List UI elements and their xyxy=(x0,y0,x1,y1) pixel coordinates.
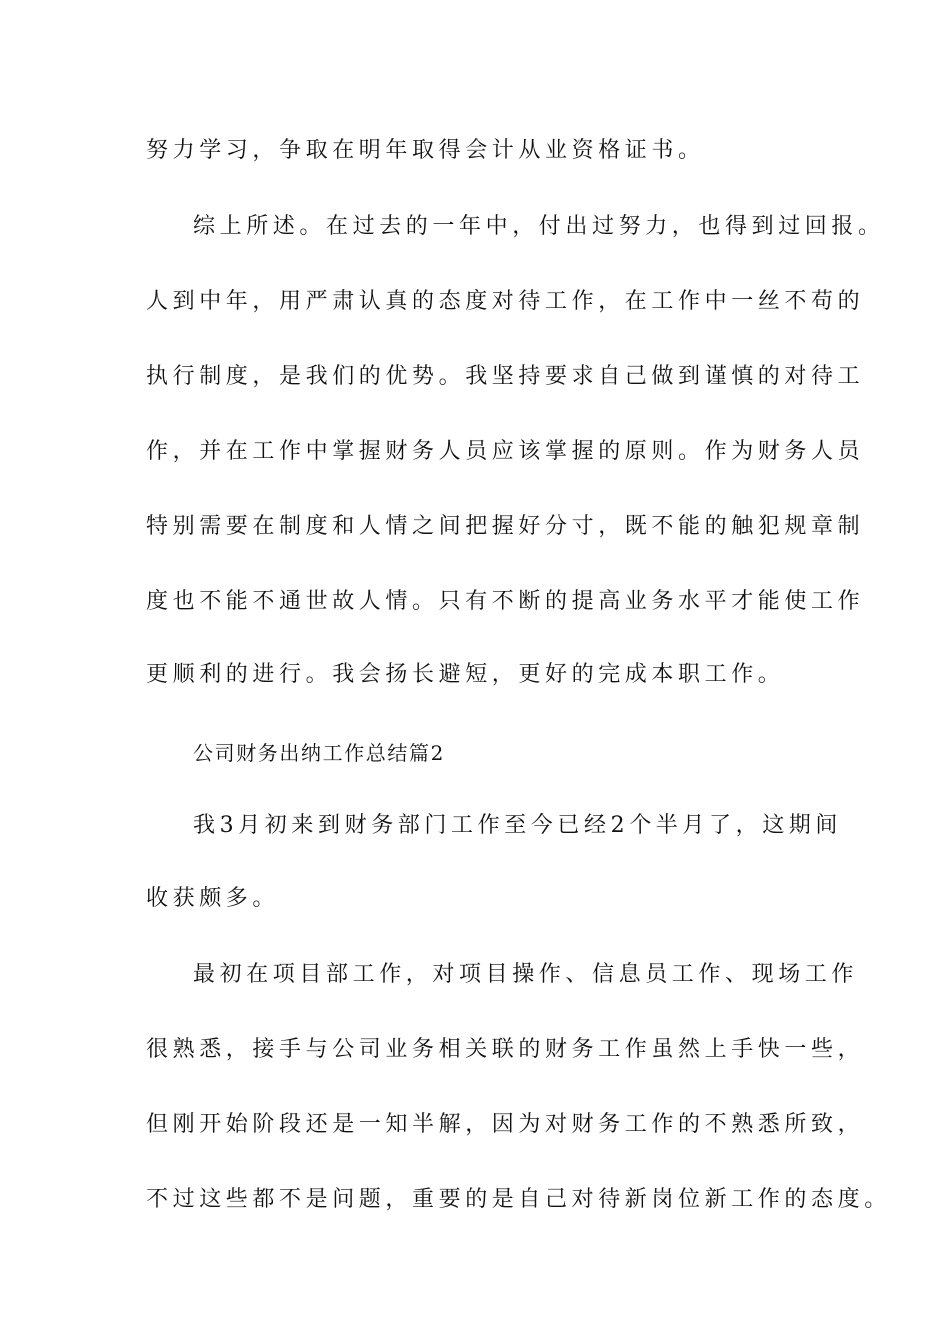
text-line: 但刚开始阶段还是一知半解，因为对财务工作的不熟悉所致， xyxy=(146,1112,865,1137)
text-line: 度也不能不通世故人情。只有不断的提高业务水平才能使工作 xyxy=(146,589,865,614)
text-line: 作，并在工作中掌握财务人员应该掌握的原则。作为财务人员 xyxy=(146,439,865,464)
text-line: 执行制度，是我们的优势。我坚持要求自己做到谨慎的对待工 xyxy=(146,364,865,389)
text-line: 不过这些都不是问题，重要的是自己对待新岗位新工作的态度。 xyxy=(146,1187,891,1212)
text-line: 更顺利的进行。我会扬长避短，更好的完成本职工作。 xyxy=(146,662,785,687)
text-line: 人到中年，用严肃认真的态度对待工作，在工作中一丝不苟的 xyxy=(146,289,865,314)
text-line: 我3月初来到财务部门工作至今已经2个半月了，这期间 xyxy=(193,813,842,838)
text-line: 综上所述。在过去的一年中，付出过努力，也得到过回报。 xyxy=(193,214,885,239)
text-line: 努力学习，争取在明年取得会计从业资格证书。 xyxy=(146,138,705,163)
text-line: 特别需要在制度和人情之间把握好分寸，既不能的触犯规章制 xyxy=(146,514,865,539)
text-line: 收获颇多。 xyxy=(146,886,280,911)
text-line: 很熟悉，接手与公司业务相关联的财务工作虽然上手快一些， xyxy=(146,1037,865,1062)
section-heading: 公司财务出纳工作总结篇2 xyxy=(193,741,445,765)
text-line: 最初在项目部工作，对项目操作、信息员工作、现场工作 xyxy=(193,962,859,987)
